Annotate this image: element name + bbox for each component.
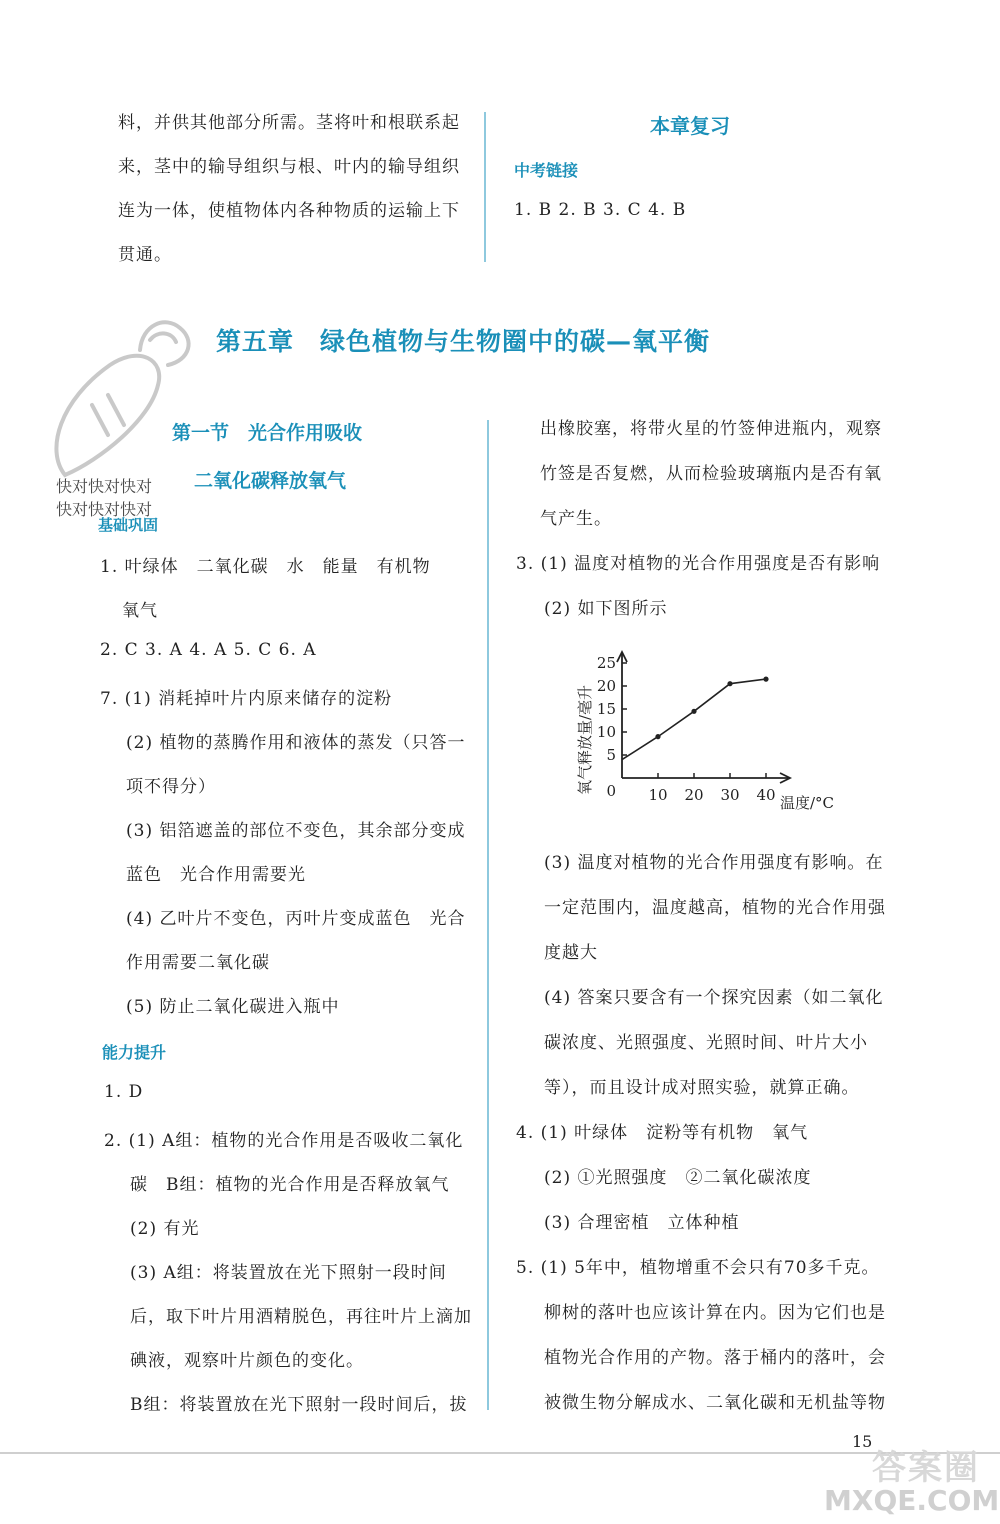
oxygen-temperature-chart: [560, 640, 860, 830]
ability-improvement-heading: 能力提升: [102, 1043, 167, 1062]
text-line: 来，茎中的输导组织与根、叶内的输导组织: [118, 157, 460, 177]
section-title-line1: 第一节 光合作用吸收: [172, 422, 363, 444]
text-line: 作用需要二氧化碳: [126, 953, 270, 973]
text-line: (4) 乙叶片不变色，丙叶片变成蓝色 光合: [126, 909, 466, 929]
basic-consolidation-heading: 基础巩固: [98, 516, 159, 534]
text-line: (4) 答案只要含有一个探究因素（如二氧化: [544, 988, 884, 1008]
text-line: 2. (1) A组：植物的光合作用是否吸收二氧化: [104, 1131, 464, 1151]
text-line: 竹签是否复燃，从而检验玻璃瓶内是否有氧: [540, 464, 882, 484]
chart-y-tick-label: 10: [596, 723, 616, 741]
text-line: 1. 叶绿体 二氧化碳 水 能量 有机物: [100, 557, 431, 577]
text-line: 度越大: [544, 943, 598, 963]
text-line: 7. (1) 消耗掉叶片内原来储存的淀粉: [100, 689, 393, 709]
chapter-review-title: 本章复习: [650, 114, 730, 138]
text-line: 3. (1) 温度对植物的光合作用强度是否有影响: [516, 554, 881, 574]
text-line: 蓝色 光合作用需要光: [126, 865, 306, 885]
exam-link-heading: 中考链接: [514, 161, 579, 180]
text-line: 项不得分）: [126, 777, 216, 797]
text-line: (3) 铝箔遮盖的部位不变色，其余部分变成: [126, 821, 466, 841]
text-line: 被微生物分解成水、二氧化碳和无机盐等物: [544, 1393, 886, 1413]
text-line: 贯通。: [118, 245, 172, 265]
chart-y-tick-label: 15: [596, 700, 616, 718]
watermark-logo: 答案圈: [872, 1448, 980, 1488]
page-number: 15: [852, 1432, 873, 1451]
text-line: 2. C 3. A 4. A 5. C 6. A: [100, 640, 317, 660]
chart-y-tick-label: 20: [596, 677, 616, 695]
text-line: (2) 植物的蒸腾作用和液体的蒸发（只答一: [126, 733, 466, 753]
watermark-line1: 快对快对快对: [56, 477, 153, 496]
text-line: 5. (1) 5年中，植物增重不会只有70多千克。: [516, 1258, 880, 1278]
chart-axes: [617, 652, 790, 783]
text-line: B组：将装置放在光下照射一段时间后，拔: [130, 1395, 468, 1415]
text-line: (3) 温度对植物的光合作用强度有影响。在: [544, 853, 884, 873]
chart-x-tick-label: 20: [684, 786, 704, 804]
section-title-line2: 二氧化碳释放氧气: [194, 470, 347, 492]
chart-data-point: [691, 709, 696, 714]
chart-y-tick-label: 0: [606, 782, 616, 800]
exam-link-answers: 1. B 2. B 3. C 4. B: [514, 200, 687, 220]
text-line: 柳树的落叶也应该计算在内。因为它们也是: [544, 1303, 886, 1323]
text-line: 气产生。: [540, 509, 612, 529]
text-line: 连为一体，使植物体内各种物质的运输上下: [118, 201, 460, 221]
watermark-footer: MXQE.COM: [824, 1484, 1000, 1517]
footer-rule: [0, 1452, 1000, 1454]
text-line: 氧气: [122, 601, 158, 621]
text-line: 植物光合作用的产物。落于桶内的落叶，会: [544, 1348, 886, 1368]
chart-data-point: [727, 681, 732, 686]
chart-series-line: [622, 679, 766, 760]
text-line: 碳 B组：植物的光合作用是否释放氧气: [130, 1175, 450, 1195]
chart-x-tick-label: 10: [648, 786, 668, 804]
text-line: (5) 防止二氧化碳进入瓶中: [126, 997, 340, 1017]
text-line: 碘液，观察叶片颜色的变化。: [130, 1351, 364, 1371]
text-line: (3) A组：将装置放在光下照射一段时间: [130, 1263, 447, 1283]
text-line: 料，并供其他部分所需。茎将叶和根联系起: [118, 113, 460, 133]
chart-y-tick-label: 25: [596, 654, 616, 672]
chart-x-tick-label: 30: [720, 786, 740, 804]
chart-x-tick-label: 40: [756, 786, 776, 804]
main-column-divider: [487, 420, 489, 1410]
text-line: (2) ①光照强度 ②二氧化碳浓度: [544, 1168, 812, 1188]
text-line: 一定范围内，温度越高，植物的光合作用强: [544, 898, 886, 918]
chart-x-axis-label: 温度/°C: [780, 794, 835, 812]
text-line: 4. (1) 叶绿体 淀粉等有机物 氧气: [516, 1123, 809, 1143]
text-line: 1. D: [104, 1082, 144, 1102]
watermark-line2: 快对快对快对: [56, 500, 153, 519]
text-line: 后，取下叶片用酒精脱色，再往叶片上滴加: [130, 1307, 472, 1327]
chart-data-point: [763, 677, 768, 682]
chapter-title: 第五章 绿色植物与生物圈中的碳—氧平衡: [216, 327, 711, 356]
chart-data-point: [655, 734, 660, 739]
text-line: (2) 如下图所示: [544, 599, 668, 619]
text-line: 出橡胶塞，将带火星的竹签伸进瓶内，观察: [540, 419, 882, 439]
top-column-divider: [484, 112, 486, 262]
text-line: (2) 有光: [130, 1219, 200, 1239]
chart-y-axis-label: 氧气释放量/毫升: [576, 684, 594, 796]
carrot-decoration-icon: [30, 310, 200, 490]
chart-y-tick-label: 5: [606, 746, 616, 764]
text-line: (3) 合理密植 立体种植: [544, 1213, 740, 1233]
text-line: 等），而且设计成对照实验，就算正确。: [544, 1078, 860, 1098]
text-line: 碳浓度、光照强度、光照时间、叶片大小: [544, 1033, 868, 1053]
